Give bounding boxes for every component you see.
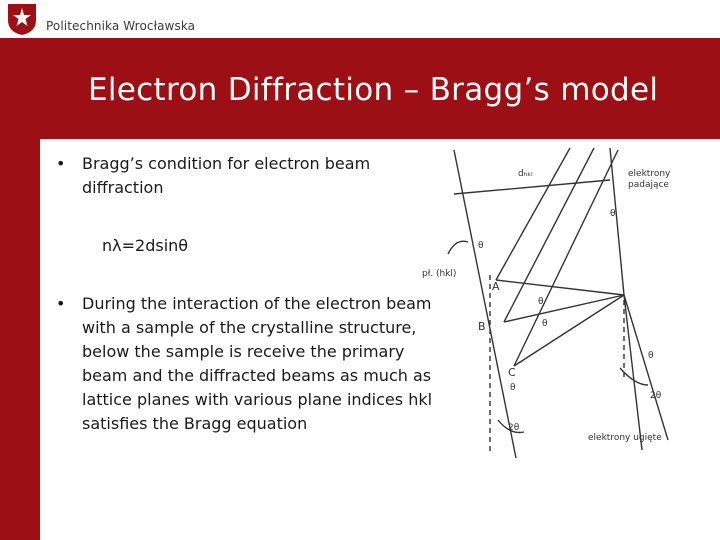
- theta-label: θ: [610, 209, 616, 219]
- bullet-marker: •: [56, 294, 66, 313]
- theta-label: θ: [648, 351, 654, 361]
- bullet-marker: •: [56, 154, 66, 173]
- bullet-text: Bragg’s condition for electron beam diffraction: [82, 154, 371, 197]
- point-b-label: B: [478, 320, 486, 333]
- bragg-formula: nλ=2dsinθ: [102, 236, 189, 255]
- incident-beam: [514, 150, 618, 366]
- bullet-item: [56, 292, 452, 436]
- diffracted-label: elektrony ugięte: [588, 433, 662, 443]
- theta-label: θ: [542, 319, 548, 329]
- point-c-label: C: [508, 366, 516, 379]
- arc-mark: [448, 241, 468, 254]
- incident-label-line2: padające: [628, 180, 669, 190]
- lattice-plane-line: [454, 150, 516, 458]
- diffracted-beam: [504, 295, 624, 322]
- plane-label: pł. (hkl): [422, 269, 457, 279]
- theta-label: θ: [478, 241, 484, 251]
- d-spacing-label: dₕₖₗ: [518, 169, 533, 179]
- two-theta-label: 2θ: [508, 423, 520, 433]
- point-a-label: A: [492, 280, 500, 293]
- left-accent-strip: [0, 38, 40, 540]
- diffracted-beam: [496, 280, 624, 295]
- d-spacing-arrow: [454, 180, 610, 194]
- header-bar: [0, 0, 720, 38]
- outgoing-beam: [624, 295, 642, 450]
- bragg-diagram: [420, 140, 720, 470]
- university-logo: [6, 2, 38, 36]
- bullet-text: During the interaction of the electron beam with a sample of the crystalline structure, below the sample is receive the primary beam and the diffracted beams as much as lattice planes with various plane indices hkl satisfies the Bragg equation: [82, 294, 433, 433]
- slide-title: Electron Diffraction – Bragg’s model: [88, 72, 659, 108]
- incident-label-line1: elektrony: [628, 169, 671, 179]
- theta-label: θ: [538, 297, 544, 307]
- title-band: [40, 38, 720, 139]
- incident-beam: [496, 148, 570, 280]
- outgoing-beam: [624, 295, 668, 440]
- theta-label: θ: [510, 383, 516, 393]
- two-theta-label: 2θ: [650, 391, 662, 401]
- university-name: Politechnika Wrocławska: [46, 19, 196, 33]
- bullet-item: [56, 152, 442, 200]
- lattice-plane-line: [610, 148, 624, 295]
